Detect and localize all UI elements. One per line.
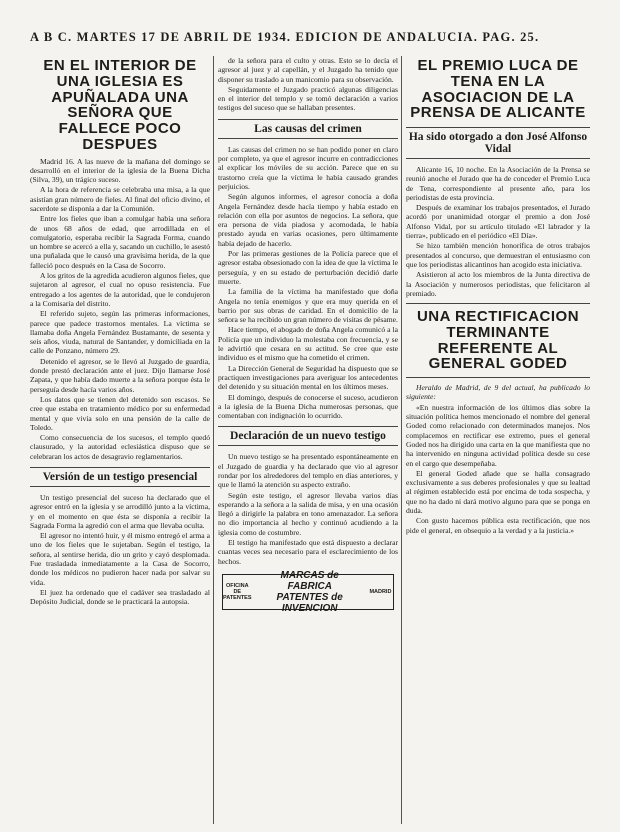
paragraph: Según este testigo, el agresor llevaba varios días esperando a la señora a la salida de misa, y en una ocasión llegó a dirigirle la palabra en tono amenazador. La señora no dio importancia al hecho y continuó acudiendo a la iglesia como de costumbre. bbox=[218, 490, 398, 537]
subhead-premio: Ha sido otorgado a don José Alfonso Vidal bbox=[406, 127, 590, 159]
article-body bbox=[30, 157, 210, 462]
paragraph: Asistieron al acto los miembros de la Junta directiva de la Asociación y numerosos periodistas, que felicitaron al premiado. bbox=[406, 270, 590, 298]
ad-line-marcas: MARCAS de FABRICA bbox=[280, 569, 339, 592]
paragraph: Madrid 16. A las nueve de la mañana del domingo se desarrolló en el interior de la iglesia de la Buena Dicha (Silva, 39), un trágico suceso. bbox=[30, 156, 210, 185]
paragraph: A los gritos de la agredida acudieron algunos fieles, que sujetaron al agresor, el cual no opuso resistencia. Fue entregado a los agentes de la autoridad, que le condujeron a la Comisaría del distrito. bbox=[30, 271, 210, 308]
paragraph: Entre los fieles que iban a comulgar había una señora de unos 68 años de edad, que arrodillada en el comulgatorio, esperaba recibir la Sagrada Forma, cuando un hombre se acercó a ella y, sacando un cuchillo, le asestó una puñalada que le causó una gravísima herida, de la que falleció poco después en la Casa de Socorro. bbox=[30, 214, 210, 270]
paragraph: Hace tiempo, el abogado de doña Angela comunicó a la Policía que un individuo la molestaba con frecuencia, y se le advirtió que cesara en su actitud. Se cree que este individuo es el mismo que ha cometido el crimen. bbox=[218, 325, 398, 363]
paragraph: Alicante 16, 10 noche. En la Asociación de la Prensa se reunió anoche el Jurado que ha de conceder el Premio Luca de Tena, correspondiente al presente año, para los periodistas de esta provincia. bbox=[406, 165, 590, 202]
paragraph: A la hora de referencia se celebraba una misa, a la que asistían gran número de fieles. Al final del oficio divino, el sacerdote se disponía a dar la Comunión. bbox=[30, 185, 210, 213]
paragraph: El agresor no intentó huir, y él mismo entregó el arma a uno de los fieles que le sujetaban. Según el testigo, la señora, al sentirse herida, dio un grito y cayó desplomada. Fue trasladada inmediatamente a la Casa de Socorro, donde los médicos no pudieron hacer nada por salvar su vida. bbox=[30, 531, 210, 587]
paragraph: «En nuestra información de los últimos días sobre la situación política hemos mencionado el nombre del general Goded como relacionado con determinados manejos. Nos complacemos en rectificar ese extremo, pues el general Goded nos ha dirigido una carta en la que manifiesta que no ha intervenido en ninguna actividad política desde su cese en el cargo que desempeñaba. bbox=[406, 402, 590, 468]
paragraph: Según algunos informes, el agresor conocía a doña Angela Fernández desde hacía tiempo y había estado en relación con ella por asuntos de negocios. La señora, que era persona de vida piadosa y acomodada, le había prestado ayuda en varias ocasiones, pero últimamente había dejado de hacerlo. bbox=[218, 192, 398, 248]
paragraph: El testigo ha manifestado que está dispuesto a declarar cuantas veces sea necesario para el esclarecimiento de los hechos. bbox=[218, 538, 398, 566]
ad-right-text: MADRID bbox=[369, 588, 392, 595]
advertisement-box bbox=[222, 569, 394, 614]
subhead-causas: Las causas del crimen bbox=[218, 119, 398, 139]
paragraph: El domingo, después de conocerse el suceso, acudieron a la iglesia de la Buena Dicha numerosas personas, que comentaban con indignación lo ocurrido. bbox=[218, 392, 398, 421]
paragraph: Un testigo presencial del suceso ha declarado que el agresor entró en la iglesia y se arrodilló junto a la víctima, y en el momento en que ésta se disponía a recibir la Sagrada Forma la agredió con el arma que llevaba oculta. bbox=[30, 493, 210, 530]
headline-premio: EL PREMIO LUCA DE TENA EN LA ASOCIACION DE LA PRENSA DE ALICANTE bbox=[410, 57, 586, 122]
paragraph: Un nuevo testigo se ha presentado espontáneamente en el Juzgado de guardia y ha declarado que vio al agresor rondar por los alrededores del templo en días anteriores, y que le llamó la atención su aspecto extraño. bbox=[218, 452, 398, 490]
subhead-nuevo-testigo: Declaración de un nuevo testigo bbox=[218, 426, 398, 446]
paragraph: La familia de la víctima ha manifestado que doña Angela no tenía enemigos y que era muy querida en el barrio por sus obras de caridad. En el domicilio de la señora se ha recibido un gran número de visitas de pésame. bbox=[218, 287, 398, 325]
divider bbox=[406, 303, 590, 304]
paragraph: Después de examinar los trabajos presentados, el Jurado acordó por unanimidad otorgar el premio a don José Alfonso Vidal, por su artículo titulado «El labrador y la tierra», publicado en el periódico «El Día». bbox=[406, 203, 590, 241]
subhead-testigo: Versión de un testigo presencial bbox=[30, 467, 210, 487]
ad-main-text bbox=[258, 570, 362, 614]
article-body bbox=[30, 493, 210, 607]
paragraph: Con gusto hacemos pública esta rectificación, que nos pide el general, en obsequio a la verdad y a la justicia.» bbox=[406, 516, 590, 535]
divider bbox=[406, 377, 590, 378]
paragraph: El juez ha ordenado que el cadáver sea trasladado al Depósito Judicial, donde se le practicará la autopsia. bbox=[30, 587, 210, 607]
paragraph: El referido sujeto, según las primeras informaciones, parece que padece trastornos mentales. La víctima se llamaba doña Angela Fernández Bustamante, de sesenta y seis años, viuda, natural de Santander, y domiciliada en la calle de Ponzano, número 29. bbox=[30, 309, 210, 356]
ad-line-patentes: PATENTES de INVENCION bbox=[276, 591, 343, 614]
paragraph: de la señora para el culto y otras. Esto se lo decía el agresor al juez y al capellán, y el Juzgado ha tenido que disponer su traslado a un manicomio para su observación. bbox=[218, 56, 398, 84]
paragraph: Las causas del crimen no se han podido poner en claro por completo, ya que el agresor incurre en contradicciones al explicar los móviles de su acción. Parece que en su trastorno creía que la víctima le había causado grandes perjuicios. bbox=[218, 144, 398, 191]
headline-goded: UNA RECTIFICACION TERMINANTE REFERENTE AL GENERAL GODED bbox=[416, 308, 580, 373]
column-rule bbox=[213, 56, 214, 824]
paragraph: La Dirección General de Seguridad ha dispuesto que se practiquen investigaciones para averiguar los antecedentes del detenido y su situación mental en los últimos meses. bbox=[218, 363, 398, 392]
paragraph: Detenido el agresor, se le llevó al Juzgado de guardia, donde prestó declaración ante el juez. Dijo llamarse José Zapata, y que había dado muerte a la señora porque ésta le perseguía desde hacía varios años. bbox=[30, 356, 210, 394]
paragraph: Por las primeras gestiones de la Policía parece que el agresor estaba obsesionado con la idea de que la víctima le perseguía, y en su estado de perturbación decidió darle muerte. bbox=[218, 249, 398, 286]
column-middle bbox=[218, 56, 398, 826]
paragraph: Los datos que se tienen del detenido son escasos. Se cree que estaba en tratamiento médico por su enfermedad mental y que vivía solo en una pensión de la calle de Toledo. bbox=[30, 394, 210, 432]
column-rule bbox=[401, 56, 402, 824]
paragraph: Seguidamente el Juzgado practicó algunas diligencias en el interior del templo y se tomó declaración a varios testigos del suceso que se hallaban presentes. bbox=[218, 84, 398, 113]
paragraph: Como consecuencia de los sucesos, el templo quedó clausurado, y la autoridad eclesiástica dispuso que se celebraran los actos de desagravio reglamentarios. bbox=[30, 433, 210, 461]
ad-left-text: OFICINA DE PATENTES bbox=[223, 582, 252, 601]
paragraph-lead: Heraldo de Madrid, de 9 del actual, ha publicado lo siguiente: bbox=[406, 383, 590, 402]
headline-iglesia: EN EL INTERIOR DE UNA IGLESIA ES APUÑALADA UNA SEÑORA QUE FALLECE POCO DESPUES bbox=[43, 57, 197, 153]
column-right bbox=[406, 56, 590, 826]
paragraph: El general Goded añade que se halla consagrado exclusivamente a sus deberes profesionales y que su lealtad al régimen establecido está por encima de toda sospecha, y que no ha dado ni dará motivo alguno para que se ponga en duda. bbox=[406, 468, 590, 516]
column-left bbox=[30, 56, 210, 826]
paragraph: Se hizo también mención honorífica de otros trabajos presentados al concurso, que demuestran el entusiasmo con que los periodistas alicantinos han acogido esta iniciativa. bbox=[406, 241, 590, 269]
page-header: A B C. MARTES 17 DE ABRIL DE 1934. EDICION DE ANDALUCIA. PAG. 25. bbox=[30, 30, 540, 44]
